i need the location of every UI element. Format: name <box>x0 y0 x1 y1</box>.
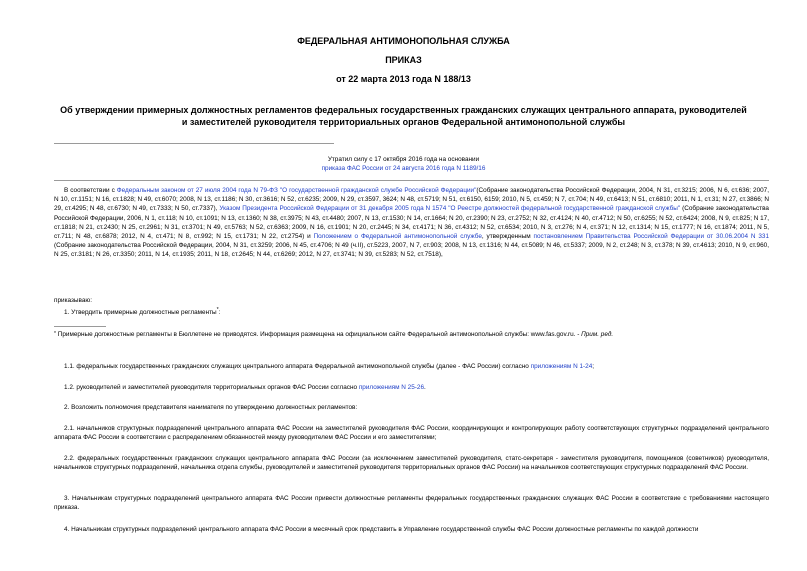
item-1-footnote-mark: * <box>216 307 219 313</box>
item-4: 4. Начальникам структурных подразделений центрального аппарата ФАС России в месячный срок представить в Управление государственной службы ФАС России должностные регламенты по каждой должности <box>64 526 699 533</box>
item-1-1 <box>64 362 769 371</box>
footnote-editor-note: Прим. ред. <box>581 331 614 338</box>
appendices-1-24-link[interactable]: приложениям N 1-24 <box>530 363 593 370</box>
decree-1574-link[interactable]: Указом Президента Российской Федерации от 31 декабря 2005 года N 1574 "О Реестре должностей федеральной государственной гражданской службы" <box>219 205 681 213</box>
item-1-1-end: ; <box>592 363 595 370</box>
item-1 <box>64 306 769 317</box>
footnote-divider <box>54 326 106 327</box>
document-kind: ПРИКАЗ <box>385 55 422 65</box>
item-1-2-end: . <box>424 384 426 391</box>
organization-name: ФЕДЕРАЛЬНАЯ АНТИМОНОПОЛЬНАЯ СЛУЖБА <box>297 36 510 46</box>
government-resolution-331-link[interactable]: постановлением Правительства Российской Федерации от 30.06.2004 N 331 <box>533 233 770 241</box>
footnote <box>54 330 769 339</box>
item-1-end: : <box>218 309 221 317</box>
footnote-mark: * <box>54 331 56 337</box>
preamble-text-2: (Собрание законодательства Российской Федерации, 2004, N 31, ст.3215; 2006, N 6, ст.636; 2007, N 10, ст.1151; N 16, ст.1828; N 49, ст.6070; 2008, N 13, ст.1186; N 30, ст.3616; N 52, ст.6235; 2009, N 29, ст.3597, 3624; N 48, ст.5719; N 51, ст.6150, 6159; 2010, N 5, ст.459; N 7, ст.704; N 49, ст.6413; N 51, ст.6810; 2011, N 1, ст.31; N 27, ст.3866; N 29, ст.4295; N 48, ст.6730; N 49, ст.7333; N 50, ст.7337), <box>54 187 770 213</box>
notice-divider <box>54 180 769 181</box>
item-3: 3. Начальникам структурных подразделений центрального аппарата ФАС России привести должностные регламенты федеральных государственных гражданских служащих ФАС России в соответствие с требованиями настоящего приказа. <box>54 495 769 512</box>
document-title: Об утверждении примерных должностных регламентов федеральных государственных гражданских служащих центрального аппарата, руководителей и заместителей руководителя территориальных органов Федеральной антимонопольной службы <box>60 105 747 127</box>
lost-force-link[interactable]: приказа ФАС России от 24 августа 2016 года N 1189/16 <box>321 165 486 172</box>
item-1-2 <box>64 383 769 392</box>
item-1-text: 1. Утвердить примерные должностные регламенты <box>64 309 217 317</box>
item-2: 2. Возложить полномочия представителя нанимателя по утверждению должностных регламентов: <box>64 404 358 411</box>
item-1-2-text: 1.2. руководителей и заместителей руководителя территориальных органов ФАС России согласно <box>64 384 359 391</box>
fas-regulation-link[interactable]: Положением о Федеральной антимонопольной службе <box>313 233 482 241</box>
footnote-text: Примерные должностные регламенты в Бюллетене не приводятся. Информация размещена на официальном сайте Федеральной антимонопольной службы: www.fas.gov.ru. - <box>55 331 582 338</box>
preamble-text-4: , утвержденным <box>481 233 534 241</box>
preamble-paragraph <box>54 186 769 260</box>
top-divider <box>54 143 334 144</box>
item-2-1: 2.1. начальников структурных подразделений центрального аппарата ФАС России на заместителей руководителя ФАС России, координирующих и контролирующих работу соответствующих структурных подразделений центрального аппарата ФАС России в соответствии с распределением обязанностей между руководителем ФАС России и его заместителями; <box>54 425 769 442</box>
preamble-text-5: (Собрание законодательства Российской Федерации, 2004, N 31, ст.3259; 2006, N 45, ст.4706; N 49 (ч.II), ст.5223, 2007, N 7, ст.903; 2008, N 13, ст.1316; N 44, ст.5089; N 46, ст.5337; 2009, N 2, ст.248; N 3, ст.378; N 39, ст.4613; 2010, N 9, ст.960, N 25, ст.3181; N 26, ст.3350; 2011, N 14, ст.1935; 2011, N 18, ст.2645; N 44, ст.6269; 2012, N 27, ст.3741; N 39, ст.5283; N 52, ст.7518), <box>54 242 769 259</box>
lost-force-notice <box>0 155 807 173</box>
law-79fz-link[interactable]: Федеральным законом от 27 июля 2004 года N 79-ФЗ "О государственной гражданской службе Российской Федерации" <box>116 187 477 194</box>
document-date-number: от 22 марта 2013 года N 188/13 <box>336 74 471 84</box>
preamble-text-3: (Собрание законодательства Российской Федерации, 2006, N 1, ст.118; N 10, ст.1091; N 13, ст.1360; N 38, ст.3975; N 43, ст.4480; 2007, N 13, ст.1530; N 14, ст.1664; N 20, ст.2390; N 23, ст.2752; N 32, ст.4124; N 40, ст.4712; N 50, ст.6255; N 52, ст.6424; 2008, N 9, ст.825; N 17, ст.1818; N 21, ст.2430; N 25, ст.2961; N 31, ст.3701; N 49, ст.5763; N 52, ст.6363; 2009, N 16, ст.1901; N 20, ст.2445; N 34, ст.4171; N 36, ст.4312; N 52, ст.6534; 2010, N 3, ст.276; N 4, ст.371; N 12, ст.1314; N 15, ст.1777; N 16, ст.1874; 2011, N 5, ст.711; N 48, ст.6878; 2012, N 4, ст.471; N 8, ст.992; N 15, ст.1731; N 22, ст.2754) и <box>54 205 770 241</box>
order-word: приказываю: <box>54 297 92 304</box>
preamble-text-1: В соответствии с <box>64 187 117 194</box>
item-1-1-text: 1.1. федеральных государственных гражданских служащих центрального аппарата Федеральной антимонопольной службы (далее - ФАС России) согласно <box>64 363 531 370</box>
item-2-2: 2.2. федеральных государственных гражданских служащих центрального аппарата ФАС России (за исключением заместителей руководителя, статс-секретаря - заместителя руководителя, помощников (советников) руководителя, начальников структурных подразделений, начальника отдела службы, руководителей и заместителей руководителя территориальных органов ФАС России) на начальников соответствующих структурных подразделений ФАС России. <box>54 455 769 472</box>
appendices-25-26-link[interactable]: приложениям N 25-26 <box>358 384 425 391</box>
lost-force-text: Утратил силу с 17 октября 2016 года на основании <box>327 156 480 163</box>
